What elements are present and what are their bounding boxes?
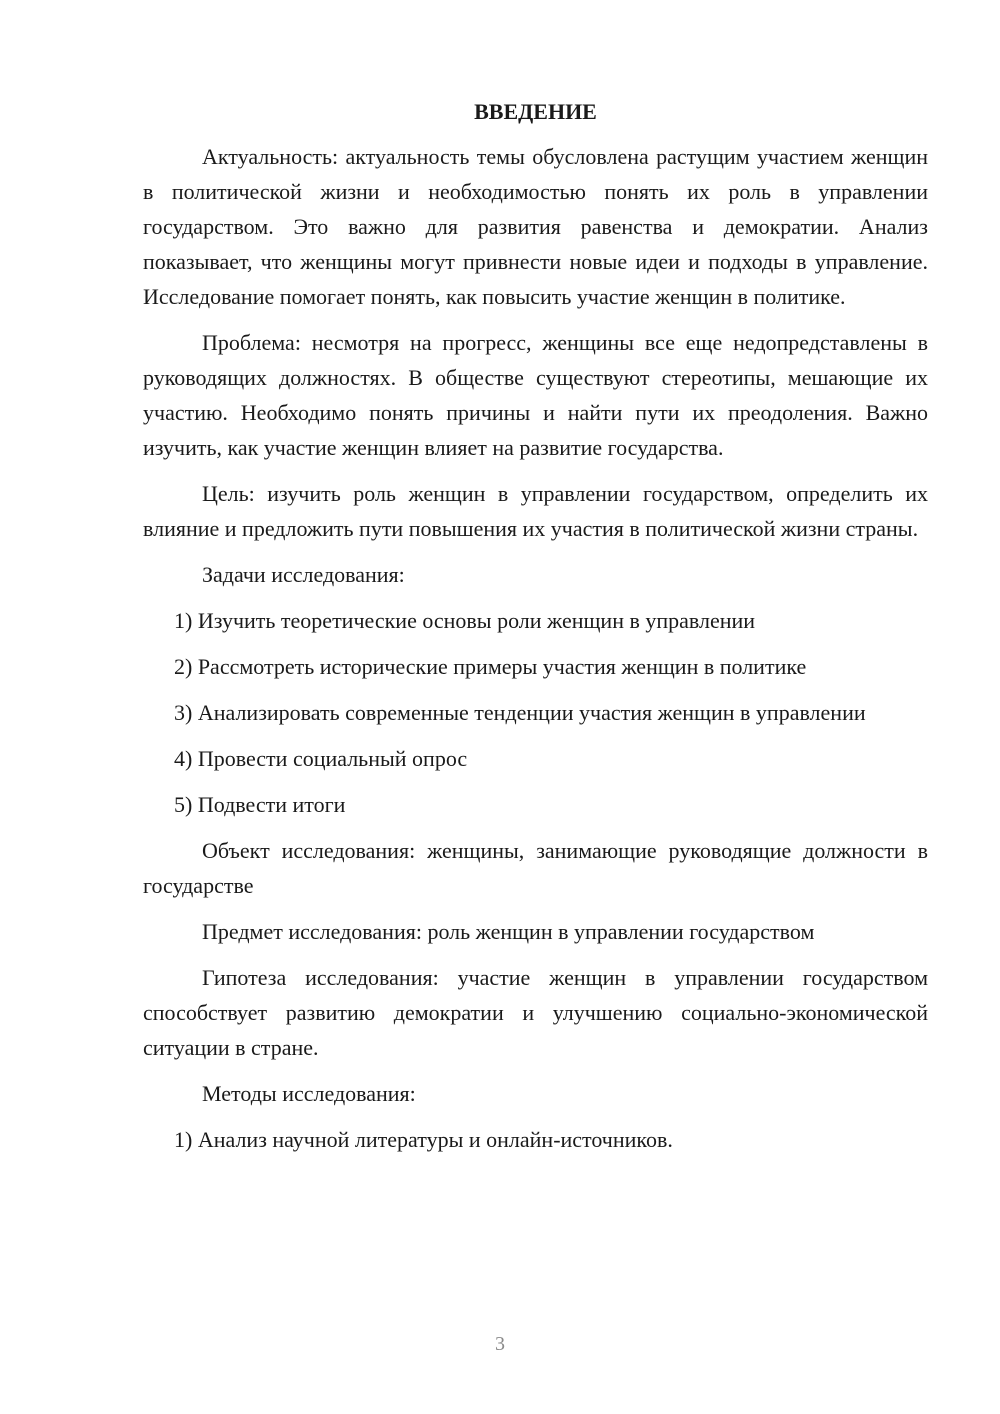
object-paragraph: Объект исследования: женщины, занимающие руководящие должности в государстве xyxy=(143,838,928,898)
task-item: 2) Рассмотреть исторические примеры участия женщин в политике xyxy=(174,654,807,679)
method-item: 1) Анализ научной литературы и онлайн-источников. xyxy=(174,1127,673,1152)
methods-title: Методы исследования: xyxy=(202,1081,416,1106)
relevance-paragraph: Актуальность: актуальность темы обусловлена растущим участием женщин в политической жизни и необходимостью понять их роль в управлении государством. Это важно для развития равенства и демократии. Анализ показывает, что женщины могут привнести новые идеи и подходы в управление. Исследование помогает понять, как повысить участие женщин в политике. xyxy=(143,144,928,309)
problem-paragraph: Проблема: несмотря на прогресс, женщины все еще недопредставлены в руководящих должностях. В обществе существуют стереотипы, мешающие их участию. Необходимо понять причины и найти пути их преодоления. Важно изучить, как участие женщин влияет на развитие государства. xyxy=(143,330,928,460)
task-item: 5) Подвести итоги xyxy=(174,792,346,817)
tasks-title: Задачи исследования: xyxy=(202,562,405,587)
task-item: 4) Провести социальный опрос xyxy=(174,746,468,771)
task-item: 3) Анализировать современные тенденции участия женщин в управлении xyxy=(174,700,866,725)
goal-paragraph: Цель: изучить роль женщин в управлении государством, определить их влияние и предложить пути повышения их участия в политической жизни страны. xyxy=(143,481,928,541)
section-heading: ВВЕДЕНИЕ xyxy=(474,99,597,124)
document-page xyxy=(143,94,928,1168)
hypothesis-paragraph: Гипотеза исследования: участие женщин в управлении государством способствует развитию демократии и улучшению социально-экономической ситуации в стране. xyxy=(143,965,928,1060)
page-number: 3 xyxy=(495,1333,505,1355)
task-item: 1) Изучить теоретические основы роли женщин в управлении xyxy=(174,608,756,633)
subject-paragraph: Предмет исследования: роль женщин в управлении государством xyxy=(202,919,815,944)
